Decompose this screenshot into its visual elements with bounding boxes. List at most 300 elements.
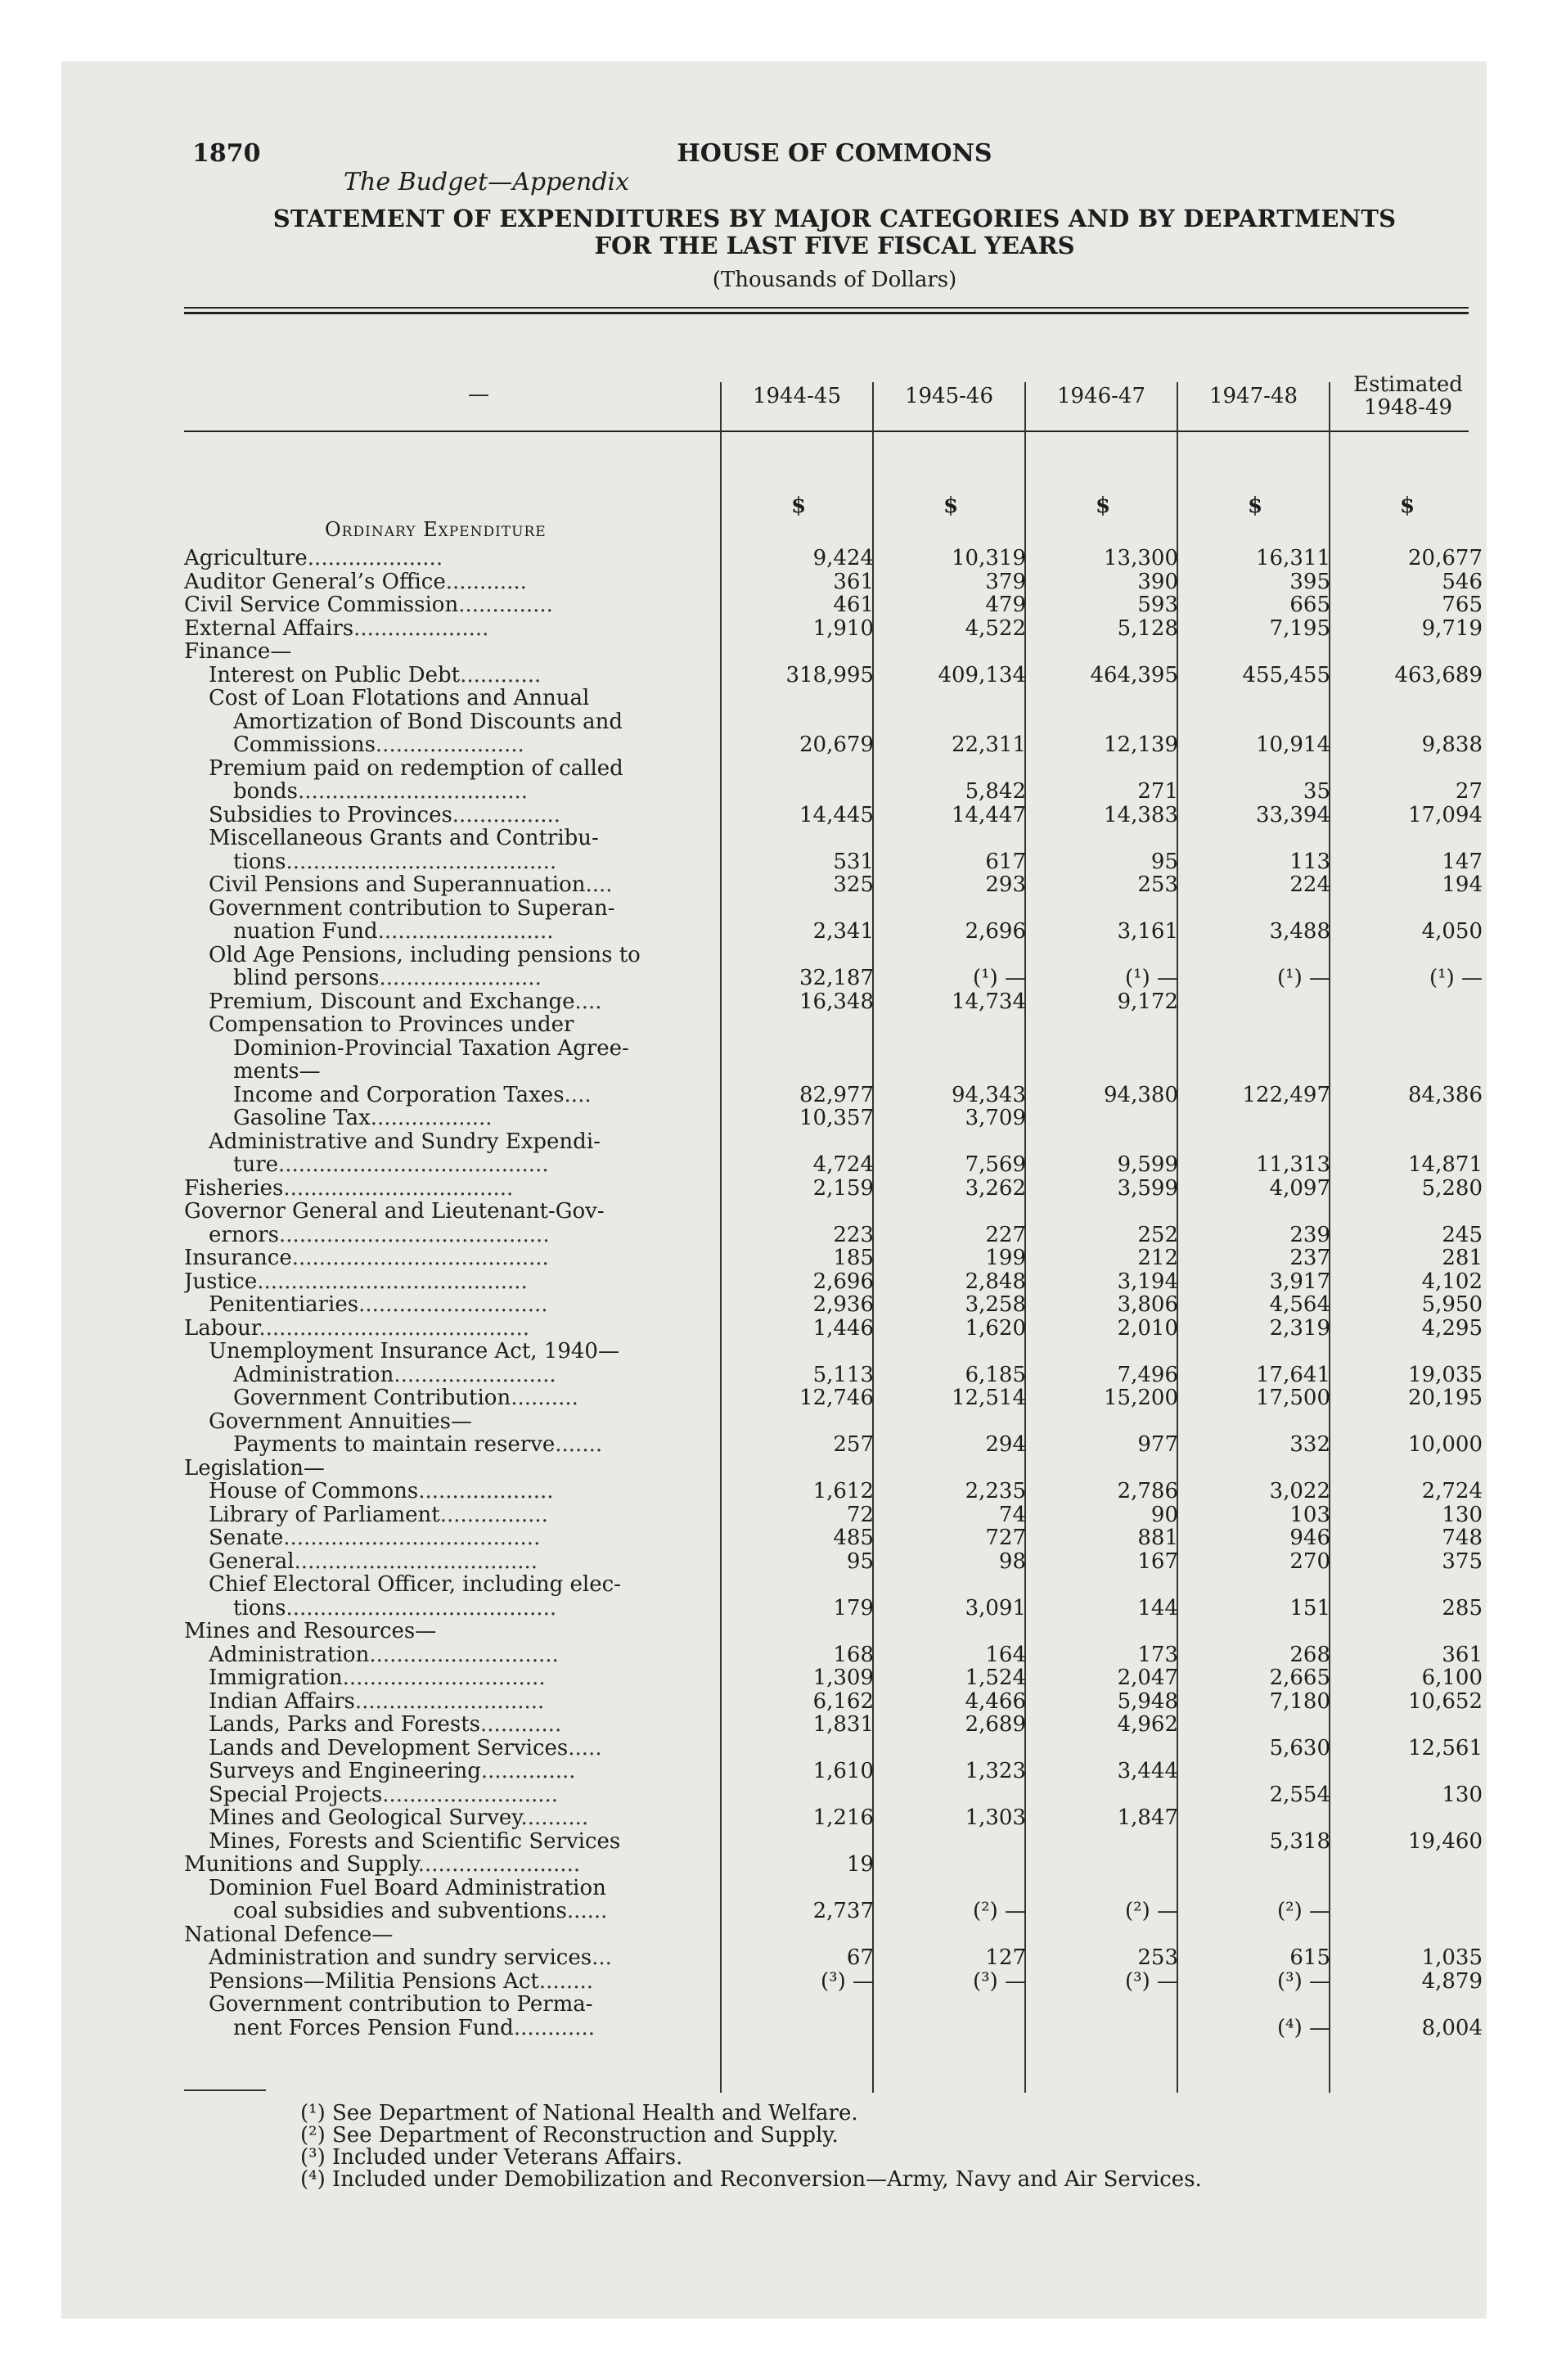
cell-value: (³) — (1277, 1968, 1330, 1994)
cell-value: 130 (1442, 1502, 1483, 1527)
row-label (209, 827, 716, 850)
cell-value: 2,554 (1269, 1782, 1330, 1807)
row-label-text: Administrative and Sundry Expendi- (209, 1130, 601, 1153)
cell-value: (¹) — (1429, 966, 1483, 990)
table-row (61, 594, 1487, 616)
row-label (184, 594, 716, 616)
cell-value: 485 (833, 1526, 874, 1550)
cell-value: 617 (985, 849, 1026, 874)
row-label-text: Penitentiaries (209, 1294, 359, 1316)
cell-value: 84,386 (1408, 1082, 1483, 1107)
cell-value: 615 (1289, 1945, 1330, 1970)
dollar-sign: $ (1400, 494, 1415, 518)
cell-value: 167 (1137, 1548, 1178, 1574)
row-label-text: Insurance (184, 1247, 292, 1269)
row-label (233, 921, 716, 943)
leader-dots: .................... (353, 617, 489, 640)
leader-dots: ............ (513, 2017, 595, 2040)
leader-dots: ........................................ (278, 1154, 549, 1176)
cell-value: 14,734 (952, 989, 1026, 1014)
row-label-text: bonds (233, 781, 299, 803)
row-label (209, 1481, 716, 1503)
cell-value: 98 (998, 1548, 1026, 1574)
cell-value: 20,677 (1408, 546, 1483, 570)
row-label (184, 1924, 716, 1946)
table-row (61, 1481, 1487, 1503)
row-label (209, 1807, 716, 1829)
cell-value: 3,262 (965, 1175, 1026, 1201)
row-label (209, 898, 716, 920)
table-row (61, 1038, 1487, 1060)
cell-value: 390 (1137, 569, 1178, 594)
row-label (184, 1201, 716, 1223)
cell-value: 194 (1442, 872, 1483, 897)
leader-dots: .............................. (342, 1667, 546, 1689)
row-label (233, 1434, 716, 1456)
row-label (209, 1831, 716, 1853)
leader-dots: ........................................ (257, 1270, 528, 1293)
row-label-text: Gasoline Tax (233, 1107, 371, 1129)
leader-dots: ........................................ (259, 1317, 529, 1340)
cell-value: 4,879 (1421, 1968, 1483, 1994)
row-label-text: General (209, 1550, 295, 1573)
row-label (184, 641, 716, 663)
cell-value: 3,488 (1269, 919, 1330, 944)
cell-value: 3,161 (1117, 919, 1178, 944)
cell-value: 199 (985, 1246, 1026, 1270)
leader-dots: ................ (452, 804, 561, 827)
cell-value: 130 (1442, 1782, 1483, 1807)
table-row (61, 781, 1487, 803)
table-row (61, 1201, 1487, 1223)
cell-value: 35 (1303, 779, 1330, 804)
cell-value: 224 (1289, 872, 1330, 897)
page-number: 1870 (192, 139, 261, 168)
cell-value: 2,724 (1421, 1479, 1483, 1503)
row-label-text: Payments to maintain reserve (233, 1434, 556, 1456)
cell-value: 5,948 (1117, 1688, 1178, 1714)
cell-value: (²) — (973, 1899, 1026, 1923)
leader-dots: ........................ (379, 967, 542, 989)
cell-value: 8,004 (1421, 2015, 1483, 2040)
cell-value: 72 (846, 1502, 874, 1527)
table-units: (Thousands of Dollars) (712, 268, 957, 292)
row-label (209, 1341, 716, 1363)
table-row (61, 1224, 1487, 1246)
row-label-text: Special Projects (209, 1783, 383, 1806)
cell-value: 4,050 (1421, 919, 1483, 944)
row-label (209, 1691, 716, 1713)
table-row (61, 687, 1487, 710)
row-label (184, 618, 716, 640)
row-label (184, 1318, 716, 1340)
cell-value: 4,102 (1421, 1269, 1483, 1294)
table-row (61, 1947, 1487, 1969)
cell-value: 2,737 (812, 1899, 874, 1923)
table-row (61, 1807, 1487, 1829)
cell-value: (²) — (1125, 1899, 1178, 1923)
row-label (209, 1411, 716, 1433)
cell-value: (⁴) — (1277, 2015, 1330, 2040)
table-row (61, 1994, 1487, 2016)
cell-value: 3,709 (965, 1106, 1026, 1130)
row-label (209, 1994, 716, 2016)
footnote: (³) Included under Veterans Affairs. (300, 2145, 683, 2170)
cell-value: 379 (985, 569, 1026, 594)
row-label (233, 1084, 716, 1107)
table-row (61, 1644, 1487, 1666)
table-row (61, 1061, 1487, 1083)
table-row (61, 1411, 1487, 1433)
leader-dots: .................................. (283, 1177, 514, 1200)
leader-dots: .......... (511, 1387, 578, 1409)
cell-value: 361 (1442, 1642, 1483, 1667)
row-label-text: Commissions (233, 734, 376, 756)
cell-value: 1,323 (965, 1759, 1026, 1783)
row-label (233, 2017, 716, 2040)
table-row (61, 1548, 1487, 1574)
cell-value: 12,139 (1104, 732, 1178, 757)
row-label (233, 1900, 716, 1922)
cell-value: 127 (985, 1945, 1026, 1970)
leader-dots: .............. (480, 1760, 576, 1783)
section-heading: Ordinary Expenditure (325, 518, 547, 541)
row-label-text: nent Forces Pension Fund (233, 2017, 514, 2040)
cell-value: 293 (985, 872, 1026, 897)
row-label-text: Auditor General’s Office (184, 570, 446, 593)
cell-value: 239 (1289, 1222, 1330, 1247)
cell-value: 977 (1137, 1432, 1178, 1457)
table-row (61, 1968, 1487, 1994)
cell-value: 5,113 (812, 1362, 874, 1387)
table-row (61, 991, 1487, 1013)
cell-value: (³) — (973, 1968, 1026, 1994)
cell-value: 16,348 (799, 989, 874, 1014)
cell-value: 270 (1289, 1548, 1330, 1574)
dollar-sign: $ (1096, 494, 1111, 518)
cell-value: 245 (1442, 1222, 1483, 1247)
cell-value: 5,842 (965, 779, 1026, 804)
row-label-text: Administration (209, 1643, 370, 1666)
table-title-line2: FOR THE LAST FIVE FISCAL YEARS (594, 232, 1075, 259)
table-row (61, 1434, 1487, 1456)
cell-value: 2,689 (965, 1712, 1026, 1737)
cell-value: 361 (833, 569, 874, 594)
row-label-text: Legislation— (184, 1457, 325, 1480)
cell-value: 2,319 (1269, 1315, 1330, 1341)
cell-value: 395 (1289, 569, 1330, 594)
table-row (61, 1714, 1487, 1736)
column-header: 1944-45 (752, 384, 842, 408)
row-label-text: Surveys and Engineering (209, 1760, 481, 1783)
row-label (233, 967, 716, 989)
leader-dots: ............................ (358, 1294, 548, 1316)
leader-dots: ............ (445, 570, 527, 593)
cell-value: 2,696 (812, 1269, 874, 1294)
table-row (61, 1735, 1487, 1760)
cell-value: 168 (833, 1642, 874, 1667)
leader-dots: ..... (568, 1737, 602, 1760)
row-label (209, 1224, 716, 1246)
cell-value: 464,395 (1090, 662, 1178, 687)
cell-value: 147 (1442, 849, 1483, 874)
cell-value: 4,295 (1421, 1315, 1483, 1341)
table-row (61, 1620, 1487, 1643)
cell-value: 1,612 (812, 1479, 874, 1503)
row-label-text: Labour (184, 1317, 259, 1340)
cell-value: 151 (1289, 1595, 1330, 1620)
cell-value: 4,466 (965, 1688, 1026, 1714)
row-label (209, 1294, 716, 1316)
cell-value: 461 (833, 593, 874, 617)
row-label-text: Old Age Pensions, including pensions to (209, 944, 641, 967)
leader-dots: .................................... (294, 1550, 538, 1573)
row-label (209, 1131, 716, 1153)
cell-value: 257 (833, 1432, 874, 1457)
cell-value: 3,091 (965, 1595, 1026, 1620)
leader-dots: ...................................... (291, 1247, 549, 1269)
table-row (61, 1315, 1487, 1341)
cell-value: 1,446 (812, 1315, 874, 1341)
cell-value: 3,917 (1269, 1269, 1330, 1294)
leader-dots: ........................ (417, 1854, 581, 1876)
leader-dots: ...................... (375, 734, 524, 756)
row-label (209, 1504, 716, 1526)
cell-value: 6,100 (1421, 1666, 1483, 1690)
cell-value: 19,035 (1408, 1362, 1483, 1387)
cell-value: 13,300 (1104, 546, 1178, 570)
table-row (61, 615, 1487, 641)
cell-value: 12,561 (1408, 1735, 1483, 1760)
cell-value: 5,280 (1421, 1175, 1483, 1201)
cell-value: 9,838 (1421, 732, 1483, 757)
stub-header: — (468, 382, 489, 407)
cell-value: 10,000 (1408, 1432, 1483, 1457)
cell-value: 27 (1455, 779, 1483, 804)
row-label (209, 874, 716, 896)
cell-value: (¹) — (1277, 966, 1330, 990)
header-rule (184, 430, 1469, 432)
row-label-text: National Defence— (184, 1923, 394, 1946)
row-label-text: Administration (233, 1364, 394, 1386)
cell-value: 2,665 (1269, 1666, 1330, 1690)
table-row (61, 2017, 1487, 2040)
table-row (61, 802, 1487, 827)
table-row (61, 1900, 1487, 1922)
cell-value: 332 (1289, 1432, 1330, 1457)
cell-value: 33,394 (1256, 802, 1330, 827)
row-label-text: Subsidies to Provinces (209, 804, 452, 827)
row-label-text: Chief Electoral Officer, including elec- (209, 1574, 621, 1596)
cell-value: 4,564 (1269, 1292, 1330, 1317)
cell-value: 19 (846, 1852, 874, 1877)
row-label (209, 944, 716, 967)
leader-dots: .............. (458, 594, 553, 616)
footnote: (¹) See Department of National Health and Welfare. (300, 2101, 858, 2125)
row-label-text: Lands and Development Services (209, 1737, 569, 1760)
row-label-text: ments— (233, 1061, 321, 1083)
cell-value: 14,445 (799, 802, 874, 827)
cell-value: 10,319 (952, 546, 1026, 570)
row-label (184, 1854, 716, 1876)
dollar-sign: $ (791, 494, 807, 518)
table-row (61, 1667, 1487, 1689)
row-label (209, 1574, 716, 1596)
cell-value: 748 (1442, 1526, 1483, 1550)
table-row (61, 1688, 1487, 1714)
row-label-text: Income and Corporation Taxes (233, 1084, 565, 1107)
leader-dots: ... (592, 1947, 612, 1969)
cell-value: 7,496 (1117, 1362, 1178, 1387)
leader-dots: .................. (370, 1107, 493, 1129)
row-label (209, 665, 716, 687)
leader-dots: ...... (566, 1900, 608, 1922)
row-label-text: nuation Fund (233, 921, 378, 943)
cell-value: 9,719 (1421, 615, 1483, 641)
cell-value: 94,343 (952, 1082, 1026, 1107)
cell-value: 113 (1289, 849, 1330, 874)
cell-value: (²) — (1277, 1899, 1330, 1923)
row-label-text: Government Annuities— (209, 1410, 472, 1433)
row-label-text: Senate (209, 1527, 284, 1549)
row-label-text: Dominion-Provincial Taxation Agree- (233, 1037, 629, 1060)
cell-value: 2,047 (1117, 1666, 1178, 1690)
table-row (61, 851, 1487, 873)
cell-value: 1,831 (812, 1712, 874, 1737)
row-label (209, 1947, 716, 1969)
cell-value: 19,460 (1408, 1828, 1483, 1854)
cell-value: 1,610 (812, 1759, 874, 1783)
leader-dots: .................... (307, 548, 443, 570)
cell-value: 281 (1442, 1246, 1483, 1270)
row-label-text: Library of Parliament (209, 1503, 440, 1526)
cell-value: 3,194 (1117, 1269, 1178, 1294)
row-label (209, 1527, 716, 1549)
cell-value: 3,599 (1117, 1175, 1178, 1201)
cell-value: 2,848 (965, 1269, 1026, 1294)
cell-value: 665 (1289, 593, 1330, 617)
cell-value: 1,910 (812, 615, 874, 641)
cell-value: 32,187 (799, 966, 874, 990)
row-label (209, 1877, 716, 1900)
leader-dots: ............ (480, 1714, 562, 1736)
footnote: (²) See Department of Reconstruction and Supply. (300, 2123, 839, 2148)
cell-value: 15,200 (1104, 1386, 1178, 1410)
cell-value: 17,641 (1256, 1362, 1330, 1387)
row-label (233, 1387, 716, 1409)
table-row (61, 1784, 1487, 1806)
page (61, 61, 1487, 2319)
cell-value: 9,599 (1117, 1152, 1178, 1177)
table-row (61, 898, 1487, 920)
table-row (61, 1341, 1487, 1363)
leader-dots: ....... (555, 1434, 603, 1456)
row-label-text: Cost of Loan Flotations and Annual (209, 687, 590, 710)
cell-value: 3,806 (1117, 1292, 1178, 1317)
cell-value: 325 (833, 872, 874, 897)
cell-value: 223 (833, 1222, 874, 1247)
table-row (61, 571, 1487, 593)
row-label-text: tions (233, 850, 286, 873)
table-title-line1: STATEMENT OF EXPENDITURES BY MAJOR CATEGORIES AND BY DEPARTMENTS (272, 205, 1397, 232)
cell-value: 237 (1289, 1246, 1330, 1270)
row-label-text: Premium, Discount and Exchange (209, 990, 575, 1013)
column-header: 1945-46 (904, 384, 994, 408)
table-row (61, 1131, 1487, 1153)
cell-value: 14,447 (952, 802, 1026, 827)
leader-dots: .... (574, 990, 602, 1013)
cell-value: 881 (1137, 1526, 1178, 1550)
cell-value: 90 (1150, 1502, 1178, 1527)
row-label-text: Unemployment Insurance Act, 1940— (209, 1341, 619, 1363)
row-label (233, 711, 716, 733)
cell-value: 5,950 (1421, 1292, 1483, 1317)
cell-value: 95 (846, 1548, 874, 1574)
table-row (61, 1154, 1487, 1176)
row-label (209, 1014, 716, 1036)
row-label (209, 687, 716, 710)
cell-value: 546 (1442, 569, 1483, 594)
row-label (233, 1154, 716, 1176)
row-label-text: Government contribution to Superan- (209, 897, 615, 920)
row-label-text: blind persons (233, 967, 380, 989)
row-label (184, 1178, 716, 1200)
row-label-text: Immigration (209, 1667, 343, 1689)
table-row (61, 1175, 1487, 1201)
table-row (61, 1527, 1487, 1549)
cell-value: 294 (985, 1432, 1026, 1457)
cell-value: 227 (985, 1222, 1026, 1247)
cell-value: 17,094 (1408, 802, 1483, 827)
cell-value: 1,035 (1421, 1945, 1483, 1970)
table-row (61, 967, 1487, 989)
row-label (209, 1714, 716, 1736)
cell-value: 765 (1442, 593, 1483, 617)
table-row (61, 1294, 1487, 1316)
cell-value: 67 (846, 1945, 874, 1970)
cell-value: 271 (1137, 779, 1178, 804)
row-label-text: Miscellaneous Grants and Contribu- (209, 827, 599, 850)
row-label-text: ture (233, 1154, 279, 1176)
row-label-text: Fisheries (184, 1177, 284, 1200)
cell-value: 253 (1137, 1945, 1178, 1970)
table-row (61, 921, 1487, 943)
row-label (233, 1598, 716, 1620)
table-row (61, 548, 1487, 570)
cell-value: 463,689 (1394, 662, 1483, 687)
cell-value: 268 (1289, 1642, 1330, 1667)
cell-value: 20,195 (1408, 1386, 1483, 1410)
cell-value: 6,185 (965, 1362, 1026, 1387)
cell-value: 12,746 (799, 1386, 874, 1410)
cell-value: 10,357 (799, 1106, 874, 1130)
cell-value: 6,162 (812, 1688, 874, 1714)
cell-value: 1,524 (965, 1666, 1026, 1690)
table-row (61, 641, 1487, 663)
cell-value: 318,995 (785, 662, 874, 687)
cell-value: 122,497 (1242, 1082, 1330, 1107)
row-label (233, 1107, 716, 1129)
cell-value: 22,311 (952, 732, 1026, 757)
row-label-text: Civil Pensions and Superannuation (209, 874, 586, 896)
cell-value: 14,871 (1408, 1152, 1483, 1177)
cell-value: 103 (1289, 1502, 1330, 1527)
cell-value: 4,522 (965, 615, 1026, 641)
cell-value: 946 (1289, 1526, 1330, 1550)
row-label-text: Mines and Geological Survey (209, 1807, 521, 1829)
cell-value: 16,311 (1256, 546, 1330, 570)
cell-value: 3,022 (1269, 1479, 1330, 1503)
